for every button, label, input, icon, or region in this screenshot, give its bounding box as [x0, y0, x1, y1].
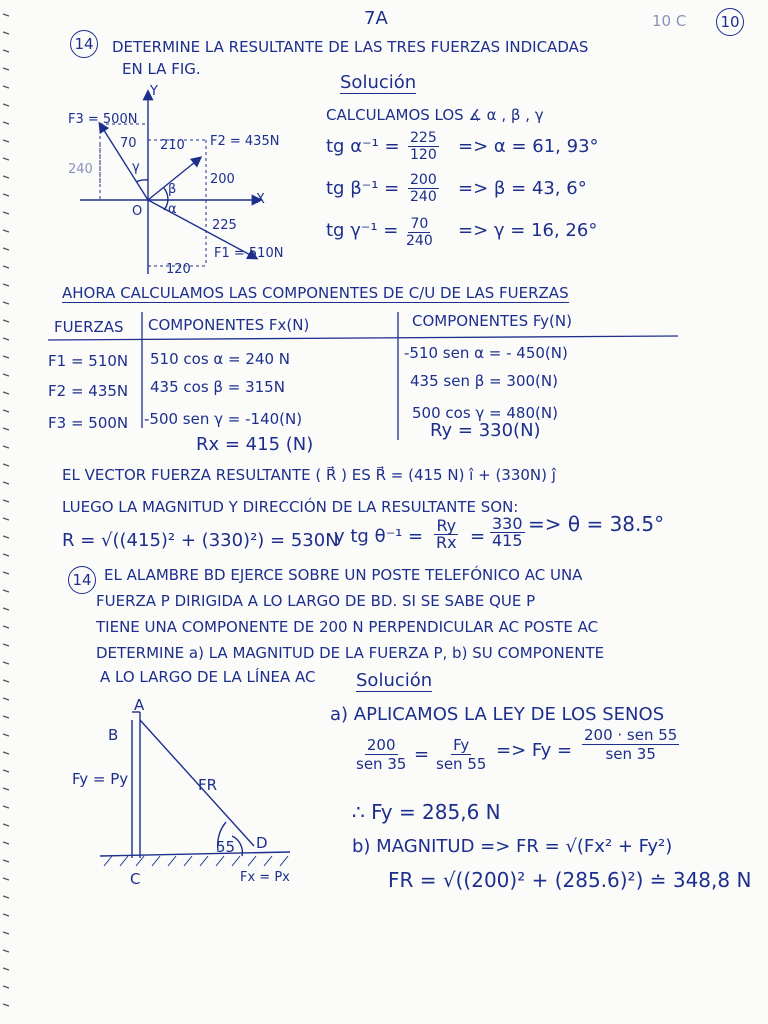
direction-result: => θ = 38.5° [528, 512, 665, 536]
fig1-f2-label: F2 = 435N [210, 134, 280, 149]
table-row2-fy: 435 sen β = 300(N) [410, 372, 558, 390]
fig1-dim-70: 70 [120, 136, 137, 151]
fig2-fr-label: FR [198, 776, 218, 794]
fy-result: ∴ Fy = 285,6 N [352, 800, 501, 824]
eq3-fraction: $\frac{70}{240}$ [406, 216, 433, 249]
fig1-dim-210: 210 [160, 138, 185, 153]
fig1-dim-225: 225 [212, 218, 237, 233]
problem-2-line1: EL ALAMBRE BD EJERCE SOBRE UN POSTE TELEFÓNICO AC UNA [104, 566, 583, 584]
components-intro: AHORA CALCULAMOS LAS COMPONENTES DE C/U DE LAS FUERZAS [62, 284, 569, 302]
fr-result: FR = √((200)² + (285.6)²) ≐ 348,8 N [388, 868, 752, 892]
table-row1-fx: 510 cos α = 240 N [150, 350, 291, 368]
direction-equals: = [470, 526, 486, 547]
fig2-label-b: B [108, 726, 119, 744]
sine-rhs-lhs: => Fy = [496, 740, 573, 761]
fig1-f3-label: F3 = 500N [68, 112, 138, 127]
direction-lhs: y tg θ⁻¹ = [334, 526, 424, 547]
notebook-margin [0, 0, 14, 1024]
fig2-fy-label: Fy = Py [72, 770, 129, 788]
fig1-f1-label: F1 = 510N [214, 246, 284, 261]
magnitude-intro: LUEGO LA MAGNITUD Y DIRECCIÓN DE LA RESULTANTE SON: [62, 498, 519, 516]
table-row1-force: F1 = 510N [48, 352, 129, 370]
table-header-fuerzas: FUERZAS [54, 318, 124, 336]
problem-2-line2: FUERZA P DIRIGIDA A LO LARGO DE BD. SI SE SABE QUE P [96, 592, 536, 610]
fig1-angle-gamma: γ [132, 160, 140, 175]
fig2-label-d: D [256, 834, 268, 852]
sine-rhs-fraction: 200 · sen 55 sen 35 [584, 726, 678, 763]
fig1-angle-alpha: α [168, 202, 177, 217]
table-header-fy: COMPONENTES Fy(N) [412, 312, 572, 330]
angles-intro: CALCULAMOS LOS ∡ α , β , γ [326, 106, 544, 124]
problem-2-line4: DETERMINE a) LA MAGNITUD DE LA FUERZA P, b) SU COMPONENTE [96, 644, 605, 662]
problem-2-line5: A LO LARGO DE LA LÍNEA AC [100, 668, 316, 686]
table-row2-force: F2 = 435N [48, 382, 129, 400]
direction-fraction-2: $\frac{330}{415}$ [492, 514, 523, 550]
fig1-origin-label: O [132, 204, 143, 219]
magnitude-equation: R = √((415)² + (330)²) = 530N [62, 530, 339, 551]
problem-2-line3: TIENE UNA COMPONENTE DE 200 N PERPENDICULAR AC POSTE AC [96, 618, 599, 636]
problem-1-statement-line2: EN LA FIG. [122, 60, 201, 78]
direction-fraction-1: $\frac{Ry}{Rx}$ [436, 516, 457, 552]
page-number: 10 [716, 8, 744, 36]
problem-2-solution-label: Solución [356, 670, 433, 691]
table-row3-fy: 500 cos γ = 480(N) [412, 404, 558, 422]
fig1-y-axis-label: Y [150, 84, 158, 99]
part-a-intro: a) APLICAMOS LA LEY DE LOS SENOS [330, 704, 665, 725]
table-row1-fy: -510 sen α = - 450(N) [404, 344, 568, 362]
fig2-fx-label: Fx = Px [240, 870, 290, 885]
eq3-rhs: => γ = 16, 26° [458, 220, 598, 241]
part-b-magnitude: b) MAGNITUD => FR = √(Fx² + Fy²) [352, 836, 673, 857]
eq1-rhs: => α = 61, 93° [458, 136, 599, 157]
sine-equals: = [414, 744, 430, 765]
vector-line: EL VECTOR FUERZA RESULTANTE ( R⃗ ) ES R⃗ = (415 N) î + (330N) ĵ [62, 466, 556, 484]
table-lines [48, 310, 688, 450]
problem-2-number: 14 [68, 566, 96, 594]
eq1-fraction: $\frac{225}{120}$ [410, 130, 437, 163]
rx-total: Rx = 415 (N) [196, 434, 314, 455]
page-code: 7A [364, 8, 388, 29]
fig1-angle-beta: β [168, 182, 177, 197]
table-header-fx: COMPONENTES Fx(N) [148, 316, 310, 334]
table-row3-fx: -500 sen γ = -140(N) [144, 410, 303, 428]
problem-1-solution-label: Solución [340, 72, 417, 93]
eq1-lhs: tg α⁻¹ = [326, 136, 400, 157]
eq2-fraction: $\frac{200}{240}$ [410, 172, 437, 205]
sine-fraction-1: 200 sen 35 [356, 736, 407, 773]
fig1-dim-200: 200 [210, 172, 235, 187]
problem-1-statement-line1: DETERMINE LA RESULTANTE DE LAS TRES FUERZAS INDICADAS [112, 38, 589, 56]
table-row2-fx: 435 cos β = 315N [150, 378, 285, 396]
fig2-label-c: C [130, 870, 141, 888]
eq2-lhs: tg β⁻¹ = [326, 178, 400, 199]
components-table [48, 310, 688, 450]
fig2-label-a: A [134, 696, 145, 714]
table-row3-force: F3 = 500N [48, 414, 129, 432]
fig1-x-axis-label: X [256, 192, 265, 207]
fig1-dim-240: 240 [68, 162, 93, 177]
fig1-dim-120: 120 [166, 262, 191, 277]
eq2-rhs: => β = 43, 6° [458, 178, 587, 199]
fig2-angle-55: 55 [216, 838, 236, 856]
problem-1-number: 14 [70, 30, 98, 58]
ry-total: Ry = 330(N) [430, 420, 541, 441]
course-label: 10 C [652, 12, 687, 30]
sine-fraction-2: Fy sen 55 [436, 736, 487, 773]
eq3-lhs: tg γ⁻¹ = [326, 220, 399, 241]
